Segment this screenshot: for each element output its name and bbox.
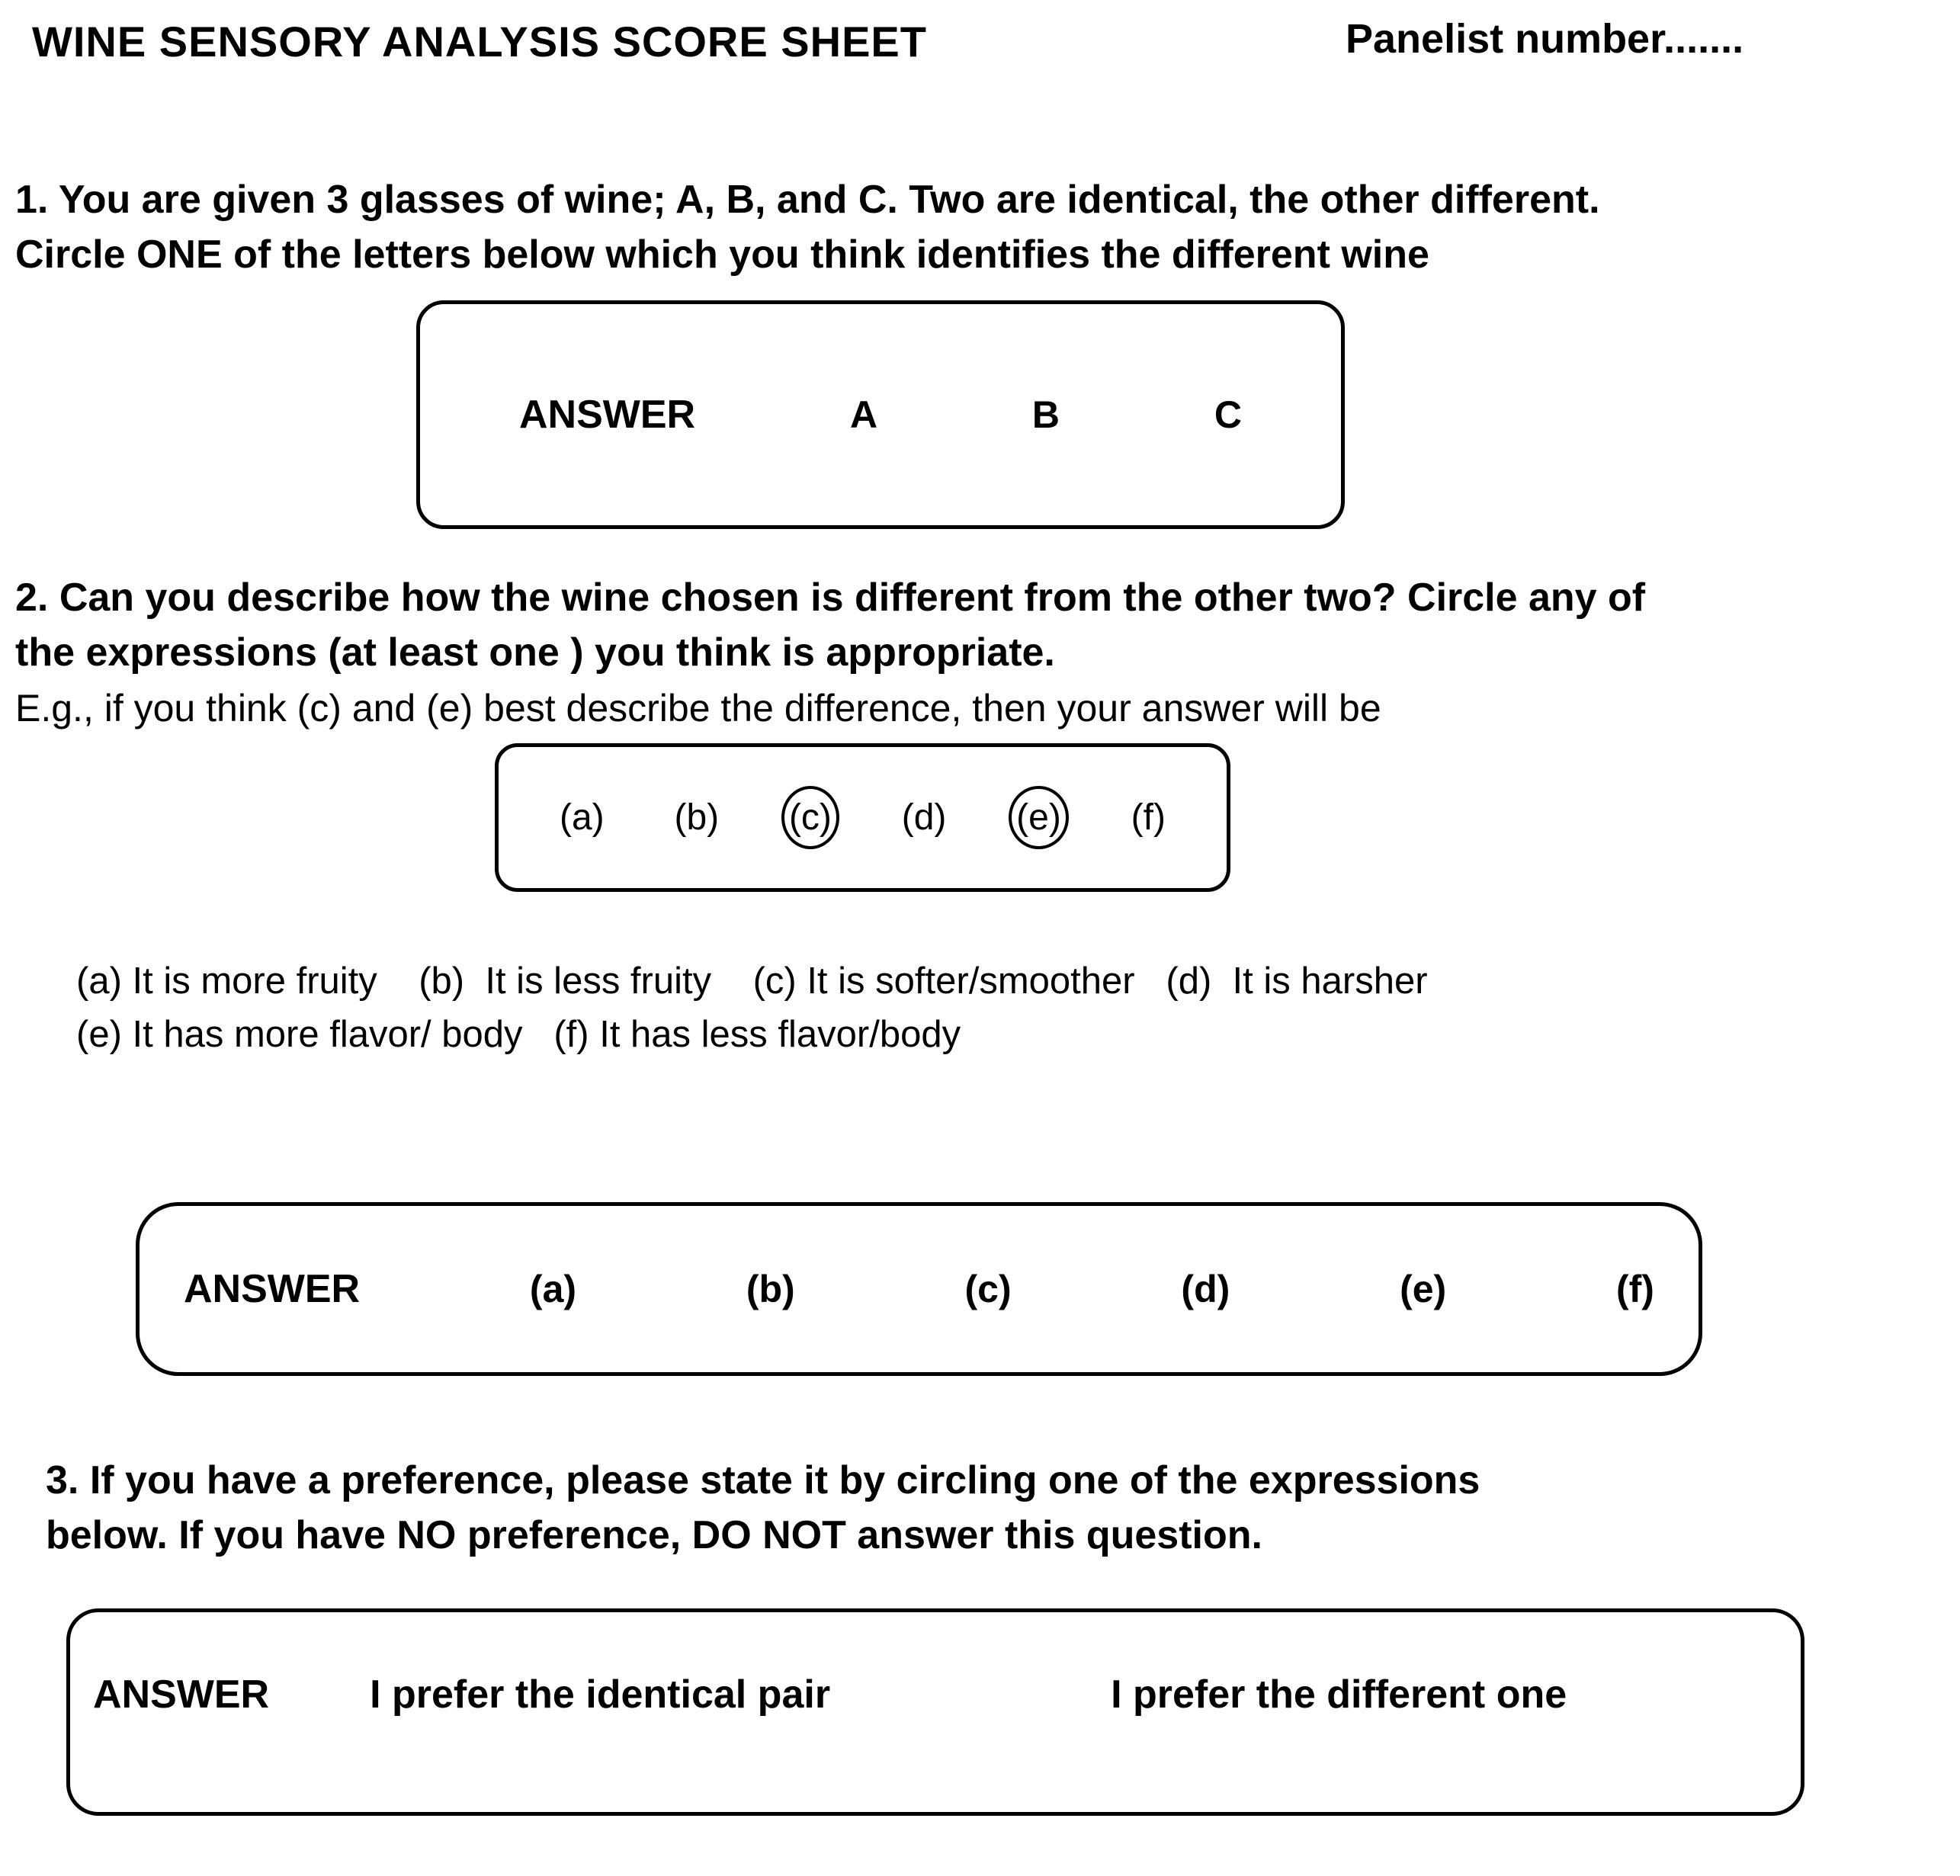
q3-option-different-one[interactable]: I prefer the different one <box>1111 1672 1567 1717</box>
q3-prompt-line-2: below. If you have NO preference, DO NOT answer this question. <box>46 1513 1262 1557</box>
q2-expressions-line-1: (a) It is more fruity (b) It is less fruity (c) It is softer/smoother (d) It is harsher <box>76 960 1428 1002</box>
q2-option-d[interactable]: (d) <box>1181 1268 1230 1310</box>
q2-expression-definitions <box>76 954 1428 1061</box>
q3-prompt <box>46 1453 1480 1563</box>
q1-prompt <box>15 172 1600 282</box>
q1-prompt-line-2: Circle ONE of the letters below which you think identifies the different wine <box>15 232 1429 277</box>
q2-prompt-line-2: the expressions (at least one ) you think is appropriate. <box>15 630 1055 675</box>
q2-option-b[interactable]: (b) <box>746 1268 795 1310</box>
q3-answer-box <box>66 1608 1804 1816</box>
q3-option-identical-pair[interactable]: I prefer the identical pair <box>370 1672 831 1717</box>
example-option-a: (a) <box>560 797 605 838</box>
q2-prompt <box>15 570 1645 736</box>
q2-expressions-line-2: (e) It has more flavor/ body (f) It has less flavor/body <box>76 1014 961 1055</box>
q2-option-a[interactable]: (a) <box>529 1268 577 1310</box>
q1-prompt-line-1: 1. You are given 3 glasses of wine; A, B, and C. Two are identical, the other different. <box>15 178 1600 222</box>
q2-example-intro: E.g., if you think (c) and (e) best describe the difference, then your answer will be <box>15 687 1381 730</box>
page-title: WINE SENSORY ANALYSIS SCORE SHEET <box>32 18 927 66</box>
q1-option-c[interactable]: C <box>1214 393 1242 436</box>
q1-answer-label: ANSWER <box>519 393 696 437</box>
example-option-b: (b) <box>674 797 720 838</box>
example-option-c-circled: (c) <box>781 786 839 849</box>
q2-option-f[interactable]: (f) <box>1616 1268 1654 1310</box>
q1-option-a[interactable]: A <box>849 393 878 436</box>
example-option-f: (f) <box>1131 797 1166 838</box>
q2-answer-box <box>136 1202 1702 1376</box>
q1-option-b[interactable]: B <box>1031 393 1060 436</box>
panelist-number-field[interactable]: Panelist number....... <box>1346 16 1744 62</box>
q3-prompt-line-1: 3. If you have a preference, please state it by circling one of the expressions <box>46 1458 1480 1502</box>
q2-prompt-line-1: 2. Can you describe how the wine chosen is different from the other two? Circle any of <box>15 576 1646 620</box>
q1-answer-box <box>416 300 1345 529</box>
example-option-d: (d) <box>901 797 947 838</box>
q3-answer-label: ANSWER <box>93 1672 270 1717</box>
q2-option-e[interactable]: (e) <box>1400 1268 1447 1310</box>
q2-answer-label: ANSWER <box>184 1267 361 1311</box>
q2-example-box <box>495 743 1230 892</box>
example-option-e-circled: (e) <box>1009 786 1069 849</box>
q2-option-c[interactable]: (c) <box>964 1268 1012 1310</box>
